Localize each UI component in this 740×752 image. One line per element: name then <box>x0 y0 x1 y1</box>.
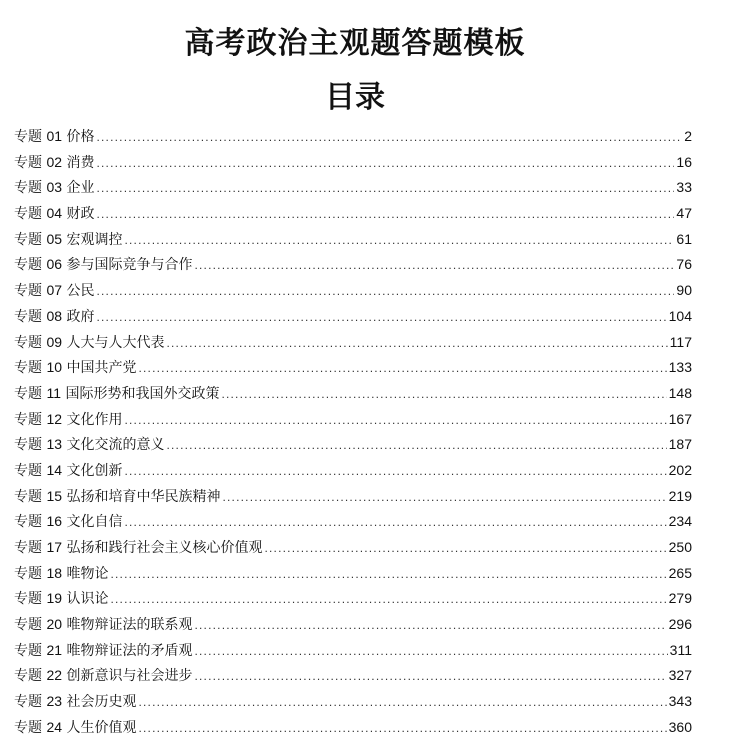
toc-entry-prefix: 专题 <box>14 462 42 479</box>
toc-entry-number: 21 <box>46 641 63 658</box>
toc-entry-label <box>14 458 122 485</box>
table-of-contents <box>14 124 692 741</box>
toc-entry-label <box>14 432 164 459</box>
toc-entry-topic: 价格 <box>66 129 95 145</box>
dot-leader <box>194 664 666 690</box>
dot-leader <box>110 562 666 588</box>
toc-entry[interactable] <box>14 689 692 715</box>
dot-leader <box>138 716 666 742</box>
toc-entry[interactable] <box>14 586 692 612</box>
dot-leader <box>138 690 666 716</box>
toc-entry-prefix: 专题 <box>14 360 42 377</box>
toc-entry-label <box>14 561 108 588</box>
toc-entry-topic: 弘扬和践行社会主义核心价值观 <box>66 540 263 556</box>
toc-entry-label <box>14 612 192 639</box>
toc-entry-topic: 企业 <box>66 180 95 197</box>
toc-entry-topic: 文化自信 <box>66 514 123 531</box>
toc-entry-page: 33 <box>676 179 692 196</box>
toc-entry-prefix: 专题 <box>14 257 42 274</box>
toc-entry-prefix: 专题 <box>14 385 42 402</box>
toc-entry-prefix: 专题 <box>14 154 42 171</box>
toc-entry-topic: 参与国际竞争与合作 <box>66 257 193 274</box>
toc-entry[interactable] <box>14 252 692 278</box>
dot-leader <box>96 279 674 305</box>
toc-entry-page: 187 <box>668 436 692 453</box>
toc-entry[interactable] <box>14 175 692 201</box>
toc-entry-prefix: 专题 <box>14 514 42 531</box>
toc-entry-number: 08 <box>46 307 63 324</box>
toc-entry-page: 343 <box>668 693 692 710</box>
dot-leader <box>124 459 666 485</box>
toc-entry-number: 07 <box>46 282 63 299</box>
toc-entry-prefix: 专题 <box>14 129 42 145</box>
toc-entry-prefix: 专题 <box>14 719 42 736</box>
toc-entry[interactable] <box>14 484 692 510</box>
toc-entry-page: 360 <box>668 718 692 735</box>
toc-entry-page: 104 <box>668 307 692 324</box>
dot-leader <box>124 228 674 254</box>
toc-entry[interactable] <box>14 330 692 356</box>
toc-entry[interactable] <box>14 124 692 150</box>
toc-entry-number: 12 <box>46 410 63 427</box>
toc-entry-topic: 财政 <box>66 206 95 223</box>
toc-entry-topic: 文化交流的意义 <box>66 437 165 454</box>
toc-entry-prefix: 专题 <box>14 231 42 248</box>
dot-leader <box>221 382 666 408</box>
toc-entry-number: 20 <box>46 616 63 633</box>
toc-entry-topic: 唯物辩证法的联系观 <box>66 617 193 634</box>
toc-entry-label <box>14 638 192 665</box>
toc-entry-number: 13 <box>46 436 63 453</box>
dot-leader <box>96 176 674 202</box>
toc-entry-prefix: 专题 <box>14 206 42 223</box>
toc-entry-page: 90 <box>676 282 692 299</box>
toc-entry-page: 76 <box>676 256 692 273</box>
toc-entry-topic: 创新意识与社会进步 <box>66 668 193 685</box>
toc-entry-topic: 文化作用 <box>66 411 123 428</box>
toc-entry-page: 234 <box>668 513 692 530</box>
dot-leader <box>194 639 667 665</box>
toc-entry-topic: 唯物辩证法的矛盾观 <box>66 642 193 659</box>
toc-entry-page: 327 <box>668 667 692 684</box>
toc-entry-number: 03 <box>46 179 63 196</box>
toc-entry-page: 2 <box>684 128 692 144</box>
toc-heading: 目录 <box>325 80 385 115</box>
toc-entry-topic: 文化创新 <box>66 462 123 479</box>
dot-leader <box>124 408 666 434</box>
toc-entry-topic: 公民 <box>66 283 95 300</box>
toc-entry-prefix: 专题 <box>14 668 42 685</box>
toc-entry-topic: 政府 <box>66 308 95 325</box>
toc-entry[interactable] <box>14 715 692 741</box>
toc-entry-prefix: 专题 <box>14 488 42 505</box>
toc-entry-prefix: 专题 <box>14 283 42 300</box>
toc-entry-topic: 国际形势和我国外交政策 <box>65 385 220 402</box>
toc-entry[interactable] <box>14 458 692 484</box>
dot-leader <box>264 536 666 562</box>
toc-entry-label <box>14 407 122 434</box>
dot-leader <box>194 613 666 639</box>
toc-entry-page: 265 <box>668 564 692 581</box>
toc-entry-label <box>14 227 122 254</box>
toc-entry-label <box>14 663 192 690</box>
toc-entry-number: 14 <box>46 461 63 478</box>
dot-leader <box>194 253 674 279</box>
toc-entry-number: 06 <box>46 256 63 273</box>
toc-entry-label <box>14 535 262 562</box>
toc-entry[interactable] <box>14 355 692 381</box>
toc-entry-label <box>14 586 108 613</box>
toc-entry-page: 61 <box>676 230 692 247</box>
toc-entry-page: 311 <box>669 641 692 658</box>
toc-entry-prefix: 专题 <box>14 437 42 454</box>
toc-entry-topic: 人大与人大代表 <box>66 334 165 351</box>
toc-entry-number: 15 <box>46 487 63 504</box>
toc-entry-topic: 社会历史观 <box>66 694 137 711</box>
document-title: 高考政治主观题答题模板 <box>184 26 526 61</box>
toc-entry-label <box>14 278 94 305</box>
toc-entry[interactable] <box>14 638 692 664</box>
toc-entry[interactable] <box>14 278 692 304</box>
toc-entry-prefix: 专题 <box>14 334 42 351</box>
toc-entry-number: 22 <box>46 667 63 684</box>
toc-entry-topic: 唯物论 <box>66 565 109 582</box>
toc-entry[interactable] <box>14 304 692 330</box>
dot-leader <box>166 331 667 357</box>
toc-entry-number: 19 <box>46 590 63 607</box>
toc-entry-label <box>14 355 136 382</box>
dot-leader <box>96 202 674 228</box>
toc-entry-prefix: 专题 <box>14 308 42 325</box>
toc-entry-number: 09 <box>46 333 63 350</box>
toc-entry-page: 202 <box>668 461 692 478</box>
toc-entry[interactable] <box>14 201 692 227</box>
toc-entry-label <box>14 124 94 151</box>
toc-entry-topic: 宏观调控 <box>66 231 123 248</box>
toc-entry-number: 18 <box>46 564 63 581</box>
dot-leader <box>138 356 666 382</box>
toc-entry-page: 167 <box>668 410 692 427</box>
toc-entry-label <box>14 330 164 357</box>
toc-entry-page: 117 <box>669 333 692 350</box>
toc-entry-prefix: 专题 <box>14 617 42 634</box>
toc-entry-prefix: 专题 <box>14 540 42 556</box>
toc-entry-number: 11 <box>46 384 61 401</box>
dot-leader <box>96 151 674 177</box>
toc-entry-page: 148 <box>668 384 692 401</box>
toc-entry-prefix: 专题 <box>14 411 42 428</box>
toc-entry-topic: 弘扬和培育中华民族精神 <box>66 488 221 505</box>
toc-entry-label <box>14 484 220 511</box>
toc-entry-topic: 人生价值观 <box>66 719 137 736</box>
toc-entry-number: 23 <box>46 693 63 710</box>
toc-entry-label <box>14 252 192 279</box>
toc-entry[interactable] <box>14 535 692 561</box>
toc-entry-page: 47 <box>676 205 692 222</box>
toc-entry[interactable] <box>14 432 692 458</box>
toc-entry-prefix: 专题 <box>14 565 42 582</box>
toc-entry-number: 10 <box>46 359 63 376</box>
toc-entry[interactable] <box>14 612 692 638</box>
dot-leader <box>124 510 666 536</box>
toc-entry-topic: 中国共产党 <box>66 360 137 377</box>
toc-entry[interactable] <box>14 663 692 689</box>
toc-entry[interactable] <box>14 407 692 433</box>
toc-entry-label <box>14 715 136 742</box>
dot-leader <box>96 125 682 151</box>
toc-entry-page: 16 <box>676 153 692 170</box>
dot-leader <box>222 485 666 511</box>
toc-entry-prefix: 专题 <box>14 180 42 197</box>
toc-entry-label <box>14 509 122 536</box>
toc-entry-page: 296 <box>668 616 692 633</box>
toc-entry-topic: 消费 <box>66 154 95 171</box>
toc-entry-number: 17 <box>46 539 63 555</box>
toc-entry[interactable] <box>14 227 692 253</box>
toc-entry[interactable] <box>14 150 692 176</box>
dot-leader <box>110 587 666 613</box>
toc-entry-number: 04 <box>46 205 63 222</box>
toc-entry-page: 250 <box>668 539 692 555</box>
toc-entry-page: 219 <box>668 487 692 504</box>
toc-entry-topic: 认识论 <box>66 591 109 608</box>
toc-entry-label <box>14 201 94 228</box>
toc-entry-page: 279 <box>668 590 692 607</box>
toc-entry-prefix: 专题 <box>14 591 42 608</box>
toc-entry-prefix: 专题 <box>14 642 42 659</box>
toc-entry[interactable] <box>14 381 692 407</box>
toc-entry-page: 133 <box>668 359 692 376</box>
toc-entry-number: 24 <box>46 718 63 735</box>
toc-entry-number: 05 <box>46 230 63 247</box>
toc-entry-label <box>14 175 94 202</box>
toc-entry-number: 01 <box>46 128 63 144</box>
toc-entry-label <box>14 381 219 408</box>
toc-entry-label <box>14 150 94 177</box>
dot-leader <box>96 305 666 331</box>
toc-entry-label <box>14 689 136 716</box>
toc-entry-number: 16 <box>46 513 63 530</box>
dot-leader <box>166 433 666 459</box>
toc-entry-label <box>14 304 94 331</box>
toc-entry[interactable] <box>14 509 692 535</box>
toc-entry[interactable] <box>14 561 692 587</box>
toc-entry-prefix: 专题 <box>14 694 42 711</box>
toc-entry-number: 02 <box>46 153 63 170</box>
